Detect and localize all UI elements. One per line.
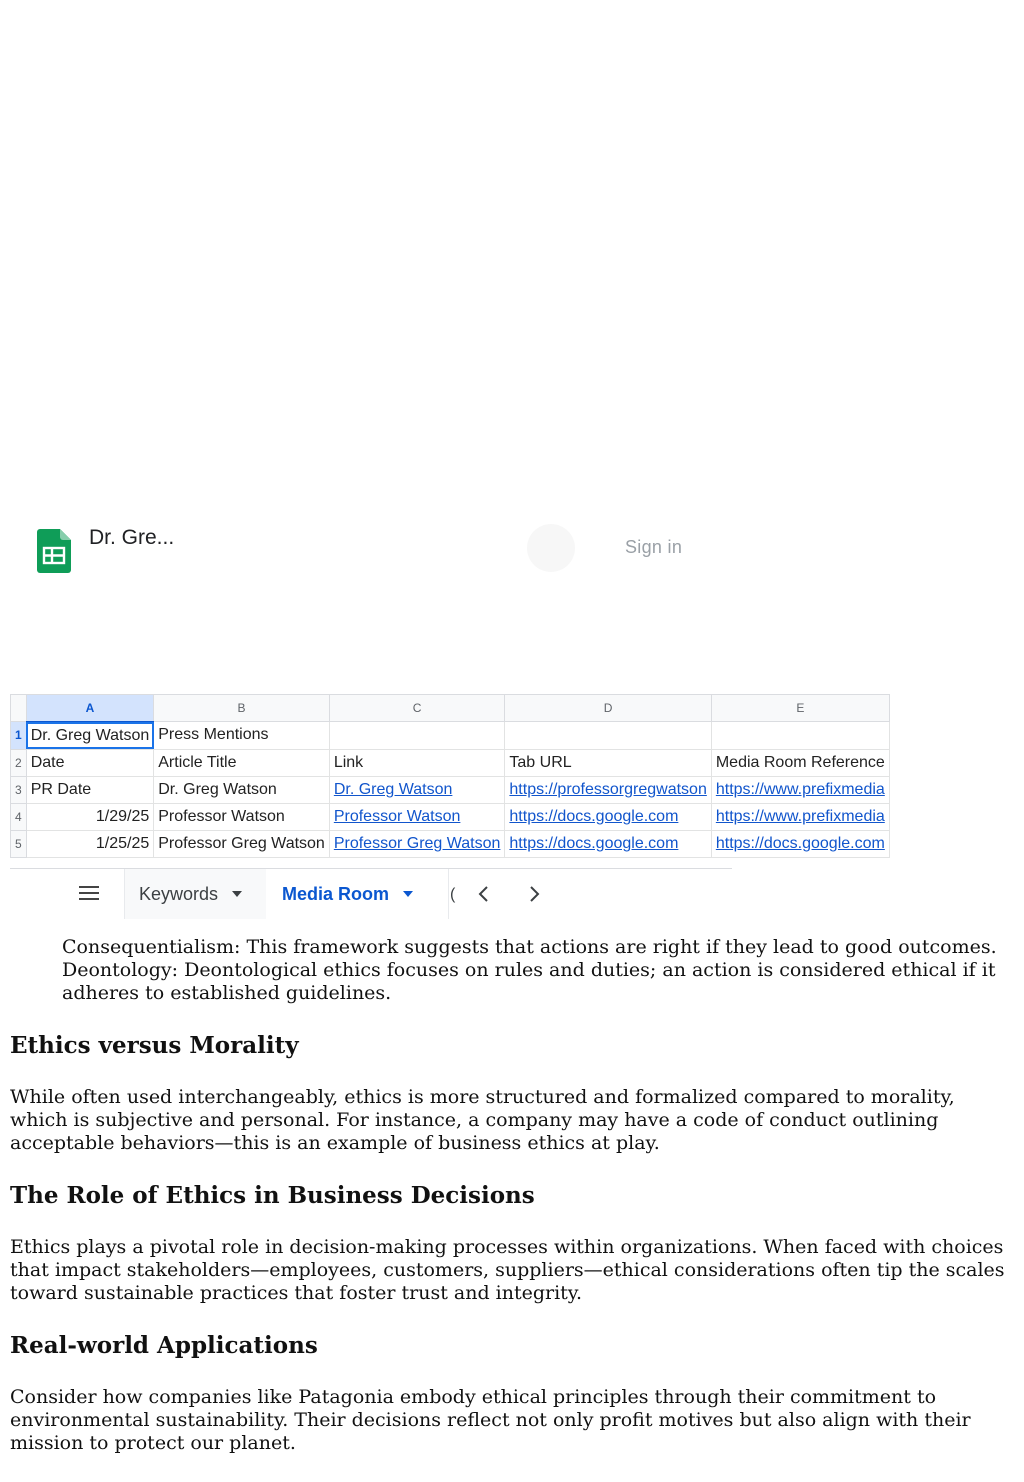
- section-paragraph: Consider how companies like Patagonia embody ethical principles through their commitment to environmental sustainability. Their decisions reflect not only profit motives but also align with their mission to protect our planet.: [10, 1386, 971, 1454]
- cell[interactable]: Press Mentions: [154, 722, 330, 750]
- tab-label: Keywords: [139, 883, 219, 904]
- column-header-d[interactable]: D: [505, 695, 711, 722]
- cell-link[interactable]: Professor Greg Watson: [329, 830, 505, 857]
- cell[interactable]: Tab URL: [505, 749, 711, 776]
- row-header[interactable]: 5: [11, 830, 27, 857]
- chevron-down-icon[interactable]: [403, 891, 413, 897]
- cell[interactable]: Professor Watson: [154, 803, 330, 830]
- cell-link[interactable]: Dr. Greg Watson: [329, 776, 505, 803]
- article-body: [10, 936, 1016, 1482]
- row-header[interactable]: 1: [11, 722, 27, 750]
- cell[interactable]: Article Title: [154, 749, 330, 776]
- row-header[interactable]: 3: [11, 776, 27, 803]
- all-sheets-menu-icon[interactable]: [78, 883, 100, 903]
- column-header-a[interactable]: A: [26, 695, 154, 722]
- cell-link[interactable]: https://www.prefixmedia: [711, 803, 889, 830]
- cell[interactable]: Media Room Reference: [711, 749, 889, 776]
- table-row: [11, 722, 890, 750]
- cell[interactable]: Dr. Greg Watson: [154, 776, 330, 803]
- table-row: [11, 749, 890, 776]
- row-header[interactable]: 2: [11, 749, 27, 776]
- row-header[interactable]: 4: [11, 803, 27, 830]
- cell[interactable]: Link: [329, 749, 505, 776]
- cell-link[interactable]: https://www.prefixmedia: [711, 776, 889, 803]
- column-header-e[interactable]: E: [711, 695, 889, 722]
- chevron-left-icon[interactable]: [474, 884, 494, 904]
- select-all-corner[interactable]: [11, 695, 27, 722]
- section-paragraph: Ethics plays a pivotal role in decision-making processes within organizations. When faced with choices that impact stakeholders—employees, customers, suppliers—ethical considerations often tip the scales toward sustainable practices that foster trust and integrity.: [10, 1236, 1005, 1304]
- column-header-c[interactable]: C: [329, 695, 505, 722]
- cell-link[interactable]: https://professorgregwatson: [505, 776, 711, 803]
- tab-overflow-partial[interactable]: (: [450, 886, 456, 903]
- section-heading: Ethics versus Morality: [10, 1032, 299, 1059]
- table-row: [11, 803, 890, 830]
- cell[interactable]: [711, 722, 889, 750]
- chevron-down-icon[interactable]: [232, 891, 242, 897]
- cell-a1[interactable]: Dr. Greg Watson: [26, 722, 154, 750]
- document-title[interactable]: Dr. Gre...: [89, 526, 175, 549]
- tab-label: Media Room: [282, 883, 390, 904]
- chevron-right-icon[interactable]: [524, 884, 544, 904]
- section-heading: Real-world Applications: [10, 1332, 318, 1359]
- table-row: [11, 830, 890, 857]
- cell-link[interactable]: Professor Watson: [329, 803, 505, 830]
- cell-link[interactable]: https://docs.google.com: [505, 830, 711, 857]
- tab-media-room[interactable]: [266, 869, 449, 919]
- tab-keywords[interactable]: [124, 869, 282, 919]
- account-avatar-placeholder: [527, 524, 575, 572]
- cell[interactable]: 1/25/25: [26, 830, 154, 857]
- section-heading: The Role of Ethics in Business Decisions: [10, 1182, 535, 1209]
- cell[interactable]: Professor Greg Watson: [154, 830, 330, 857]
- cell[interactable]: 1/29/25: [26, 803, 154, 830]
- sheet-tabs-bar: [10, 868, 732, 919]
- cell-link[interactable]: https://docs.google.com: [711, 830, 889, 857]
- cell[interactable]: PR Date: [26, 776, 154, 803]
- google-sheets-icon: [37, 529, 71, 574]
- cell[interactable]: [505, 722, 711, 750]
- cell[interactable]: [329, 722, 505, 750]
- cell-link[interactable]: https://docs.google.com: [505, 803, 711, 830]
- column-header-b[interactable]: B: [154, 695, 330, 722]
- spreadsheet-grid[interactable]: [10, 694, 885, 852]
- section-paragraph: While often used interchangeably, ethics is more structured and formalized compared to morality, which is subjective and personal. For instance, a company may have a code of conduct outlining acceptable behaviors—this is an example of business ethics at play.: [10, 1086, 955, 1154]
- table-row: [11, 776, 890, 803]
- cell[interactable]: Date: [26, 749, 154, 776]
- sign-in-button[interactable]: Sign in: [625, 537, 683, 557]
- lead-paragraph: Consequentialism: This framework suggests that actions are right if they lead to good outcomes. Deontology: Deontological ethics focuses on rules and duties; an action is considered ethical if it adheres to established guidelines.: [62, 936, 997, 1004]
